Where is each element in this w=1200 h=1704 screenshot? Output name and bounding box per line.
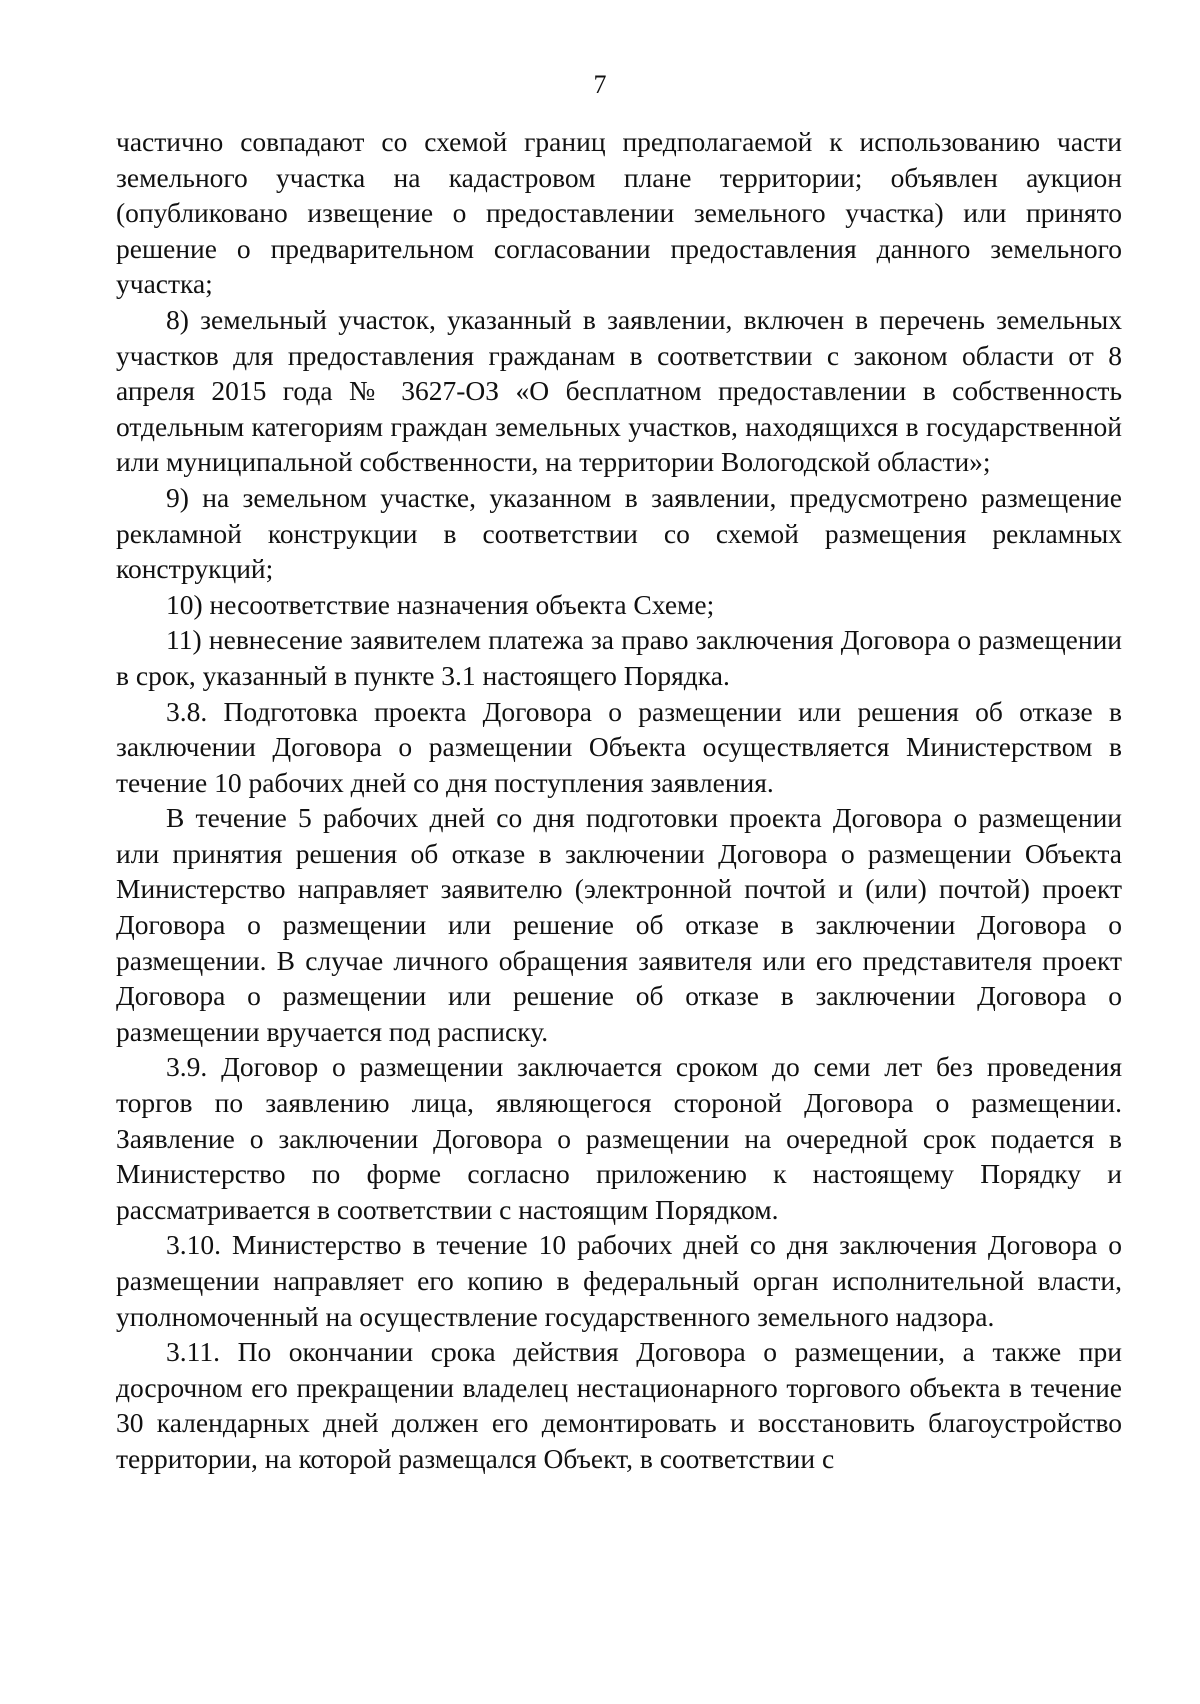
paragraph-continuation: частично совпадают со схемой границ предполагаемой к использованию части земельного участка на кадастровом плане территории; объявлен аукцион (опубликовано извещение о предоставлении земельного участка) или принято решение о предварительном согласовании предоставления данного земельного участка; bbox=[116, 126, 1122, 300]
paragraph-section-3-9: 3.9. Договор о размещении заключается сроком до семи лет без проведения торгов по заявлению лица, являющегося стороной Договора о размещении. Заявление о заключении Договора о размещении на очередной срок подается в Министерство по форме согласно приложению к настоящему Порядку и рассматривается в соответствии с настоящим Порядком. bbox=[116, 1051, 1122, 1225]
paragraph-section-3-8: 3.8. Подготовка проекта Договора о размещении или решения об отказе в заключении Договора о размещении Объекта осуществляется Министерством в течение 10 рабочих дней со дня поступления заявления. bbox=[116, 695, 1122, 798]
paragraph-section-3-11: 3.11. По окончании срока действия Договора о размещении, а также при досрочном его прекращении владелец нестационарного торгового объекта в течение 30 календарных дней должен его демонтировать и восстановить благоустройство территории, на которой размещался Объект, в соответствии с bbox=[116, 1336, 1122, 1474]
paragraph-item-10: 10) несоответствие назначения объекта Схеме; bbox=[166, 588, 715, 620]
paragraph-section-3-10: 3.10. Министерство в течение 10 рабочих дней со дня заключения Договора о размещении направляет его копию в федеральный орган исполнительной власти, уполномоченный на осуществление государственного земельного надзора. bbox=[116, 1229, 1122, 1332]
paragraph-item-8: 8) земельный участок, указанный в заявлении, включен в перечень земельных участков для предоставления гражданам в соответствии с законом области от 8 апреля 2015 года № 3627-ОЗ «О бесплатном предоставлении в собственность отдельным категориям граждан земельных участков, находящихся в государственной или муниципальной собственности, на территории Вологодской области»; bbox=[116, 303, 1122, 478]
paragraph-item-9: 9) на земельном участке, указанном в заявлении, предусмотрено размещение рекламной конструкции в соответствии со схемой размещения рекламных конструкций; bbox=[116, 481, 1122, 585]
paragraph-section-3-8-continued: В течение 5 рабочих дней со дня подготовки проекта Договора о размещении или принятия решения об отказе в заключении Договора о размещении Объекта Министерство направляет заявителю (электронной почтой и (или) почтой) проект Договора о размещении или решение об отказе в заключении Договора о размещении. В случае личного обращения заявителя или его представителя проект Договора о размещении или решение об отказе в заключении Договора о размещении вручается под расписку. bbox=[116, 802, 1122, 1047]
page-number: 7 bbox=[593, 70, 607, 99]
paragraph-item-11: 11) невнесение заявителем платежа за право заключения Договора о размещении в срок, указанный в пункте 3.1 настоящего Порядка. bbox=[116, 624, 1122, 691]
document-body bbox=[116, 124, 1122, 1477]
